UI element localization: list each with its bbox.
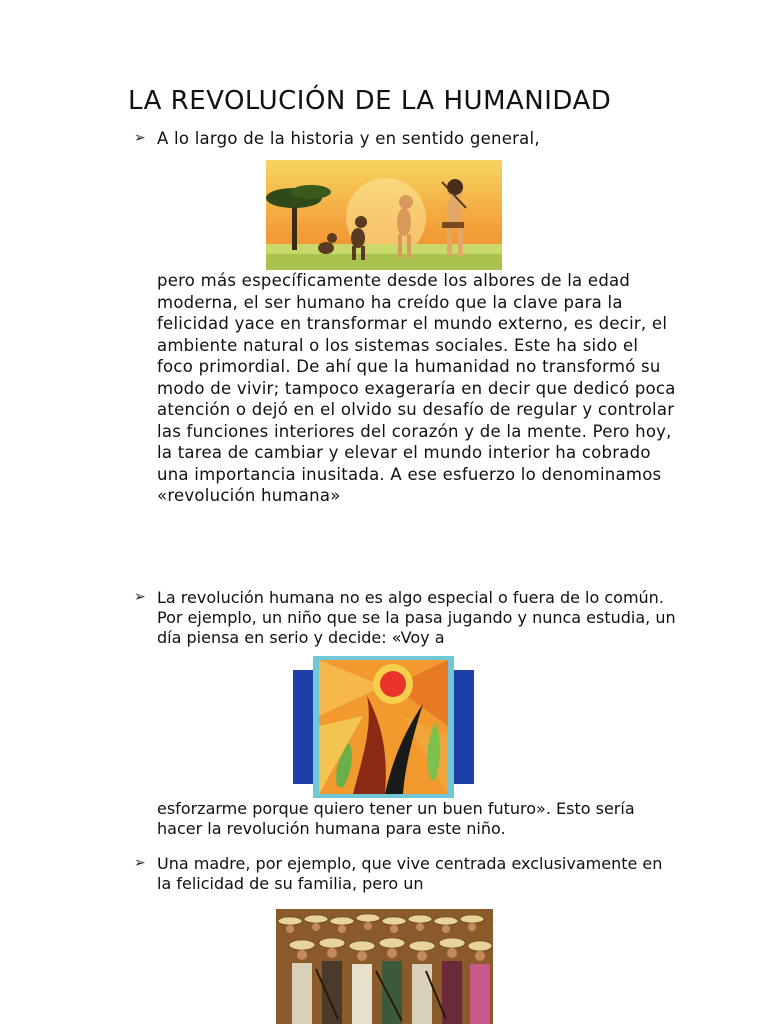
document-title: LA REVOLUCIÓN DE LA HUMANIDAD bbox=[128, 86, 612, 116]
paragraph-2-body: esforzarme porque quiero tener un buen futuro». Esto sería hacer la revolución humana para este niño. bbox=[157, 799, 635, 838]
paragraph-1-body: pero más específicamente desde los albores de la edad moderna, el ser humano ha creído que la clave para la felicidad yace en transformar el mundo externo, es decir, el ambiente natural o los sistemas sociales. Este ha sido el foco primordial. De ahí que la humanidad no transformó su modo de vivir; tampoco exageraría en decir que dedicó poca atención o dejó en el olvido su desafío de regular y controlar las funciones interiores del corazón y de la mente. Pero hoy, la tarea de cambiar y elevar el mundo interior ha cobrado una importancia inusitada. A ese esfuerzo lo denominamos «revolución humana» bbox=[157, 271, 676, 505]
bullet-arrow-icon: ➢ bbox=[134, 855, 146, 871]
mural-illustration bbox=[293, 656, 474, 798]
bullet-arrow-icon: ➢ bbox=[134, 589, 146, 605]
paragraph-2-intro: La revolución humana no es algo especial o fuera de lo común. Por ejemplo, un niño que se la pasa jugando y nunca estudia, un día piensa en serio y decide: «Voy a bbox=[157, 588, 676, 647]
paragraph-1-intro: A lo largo de la historia y en sentido general, bbox=[157, 129, 540, 148]
bullet-arrow-icon: ➢ bbox=[134, 130, 146, 146]
revolution-crowd-painting bbox=[276, 909, 493, 1024]
paragraph-3-intro: Una madre, por ejemplo, que vive centrada exclusivamente en la felicidad de su familia, pero un bbox=[157, 854, 663, 893]
evolution-illustration bbox=[266, 160, 502, 270]
